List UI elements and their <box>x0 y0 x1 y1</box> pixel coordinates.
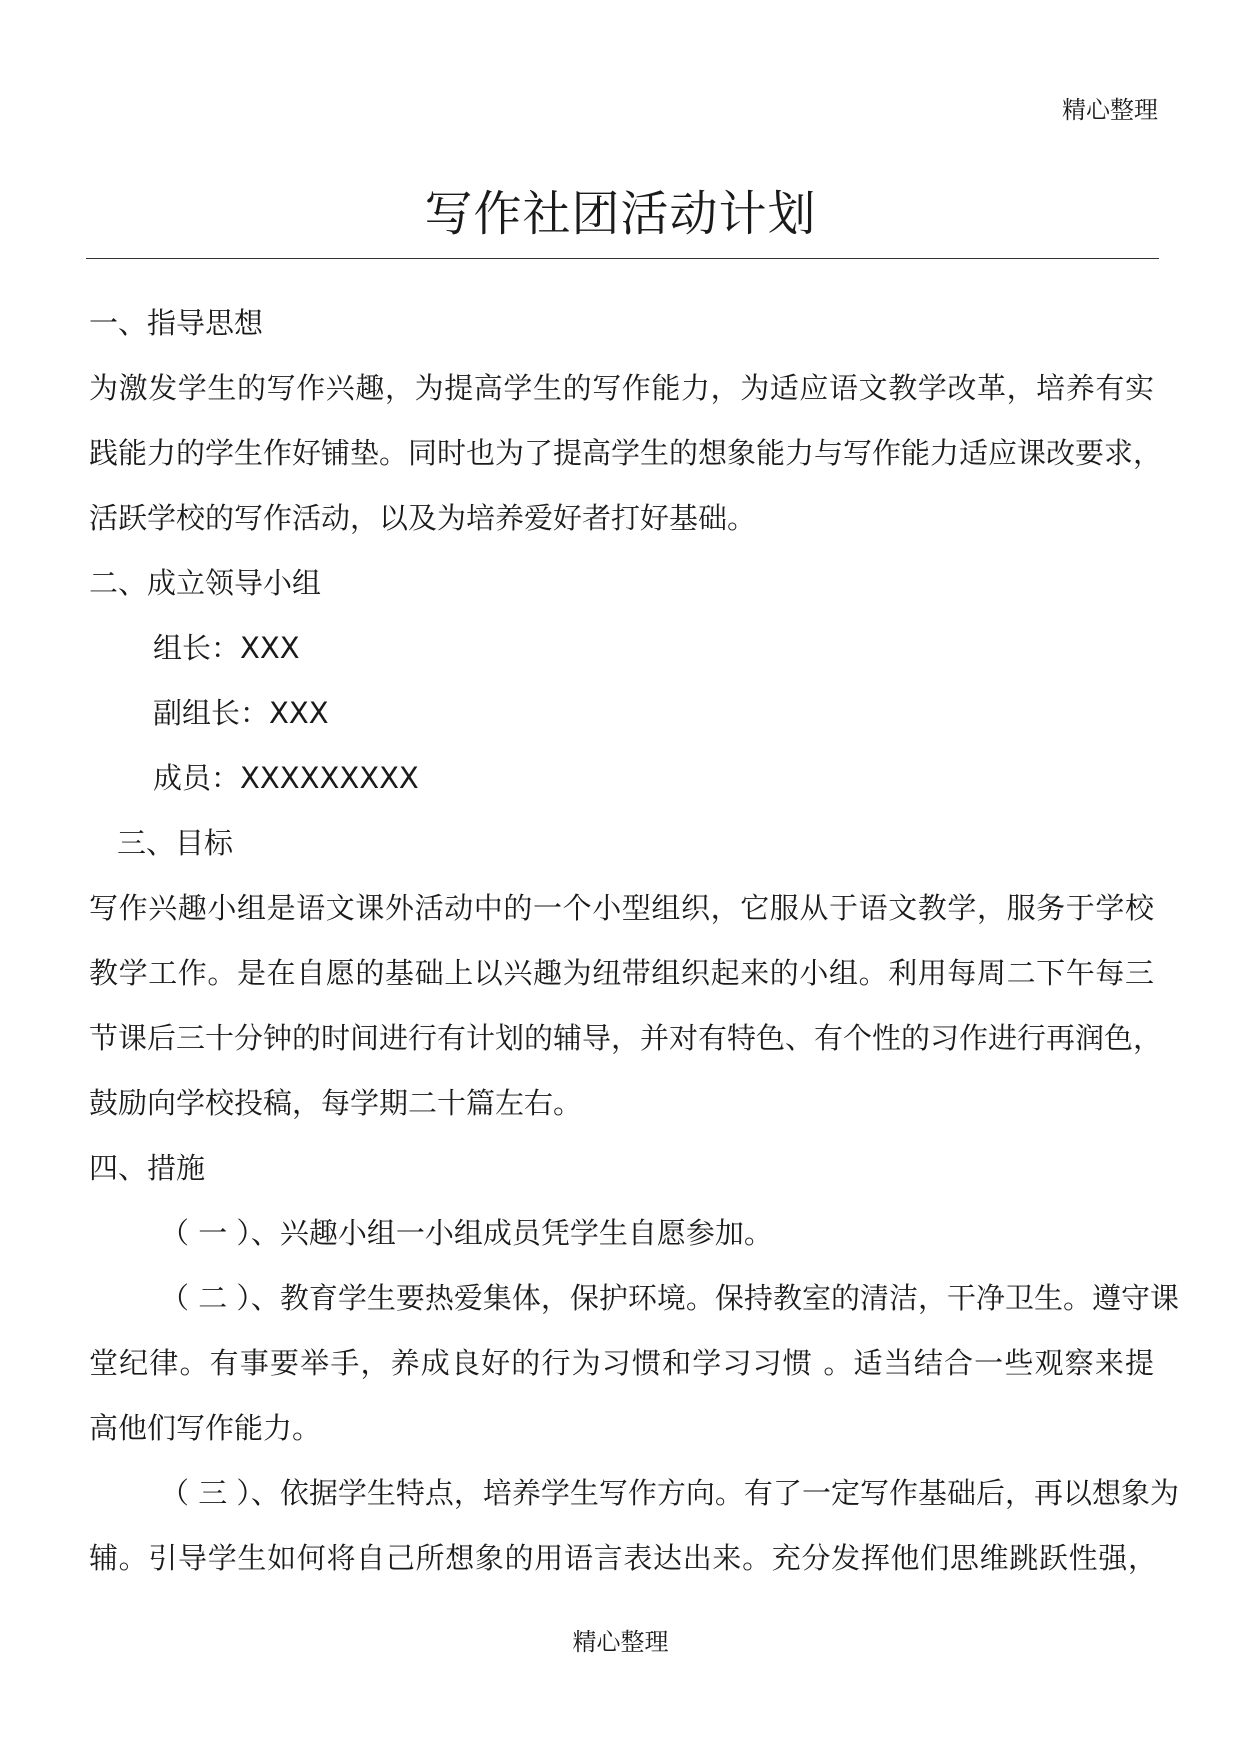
measure-item-line: （ 一 ）、兴趣小组一小组成员凭学生自愿参加。 <box>160 1216 773 1250</box>
footer-note: 精心整理 <box>572 1628 669 1656</box>
paragraph-line: 节课后三十分钟的时间进行有计划的辅导，并对有特色、有个性的习作进行再润色， <box>89 1021 1163 1055</box>
paragraph-line: 教学工作。是在自愿的基础上以兴趣为纽带组织起来的小组。利用每周二下午每三 <box>89 956 1154 990</box>
document-title: 写作社团活动计划 <box>424 186 817 242</box>
paragraph-line: 为激发学生的写作兴趣，为提高学生的写作能力，为适应语文教学改革，培养有实 <box>89 371 1154 405</box>
paragraph-line: 鼓励向学校投稿，每学期二十篇左右。 <box>89 1086 583 1120</box>
measure-item-line: （ 二 ）、教育学生要热爱集体，保护环境。保持教室的清洁，干净卫生。遵守课 <box>160 1281 1179 1315</box>
section-heading: 四、措施 <box>89 1151 206 1185</box>
section-heading: 三、目标 <box>117 826 234 860</box>
paragraph-line: 写作兴趣小组是语文课外活动中的一个小型组织，它服从于语文教学，服务于学校 <box>89 891 1154 925</box>
measure-item-line: 辅。引导学生如何将自己所想象的用语言表达出来。充分发挥他们思维跳跃性强， <box>89 1541 1157 1575</box>
paragraph-line: 践能力的学生作好铺垫。同时也为了提高学生的想象能力与写作能力适应课改要求， <box>89 436 1163 470</box>
section-heading: 二、成立领导小组 <box>89 566 322 600</box>
section-heading: 一、指导思想 <box>89 306 264 340</box>
paragraph-line: 活跃学校的写作活动，以及为培养爱好者打好基础。 <box>89 501 757 535</box>
header-note: 精心整理 <box>1062 96 1158 124</box>
member-line: 副组长：XXX <box>153 696 329 730</box>
measure-item-line: 高他们写作能力。 <box>89 1411 322 1445</box>
measure-item-line: （ 三 ）、依据学生特点，培养学生写作方向。有了一定写作基础后，再以想象为 <box>160 1476 1179 1510</box>
measure-item-line: 堂纪律。有事要举手，养成良好的行为习惯和学习习惯 。适当结合一些观察来提 <box>89 1346 1154 1380</box>
member-line: 组长：XXX <box>153 631 300 665</box>
member-line: 成员：XXXXXXXXX <box>153 761 419 795</box>
